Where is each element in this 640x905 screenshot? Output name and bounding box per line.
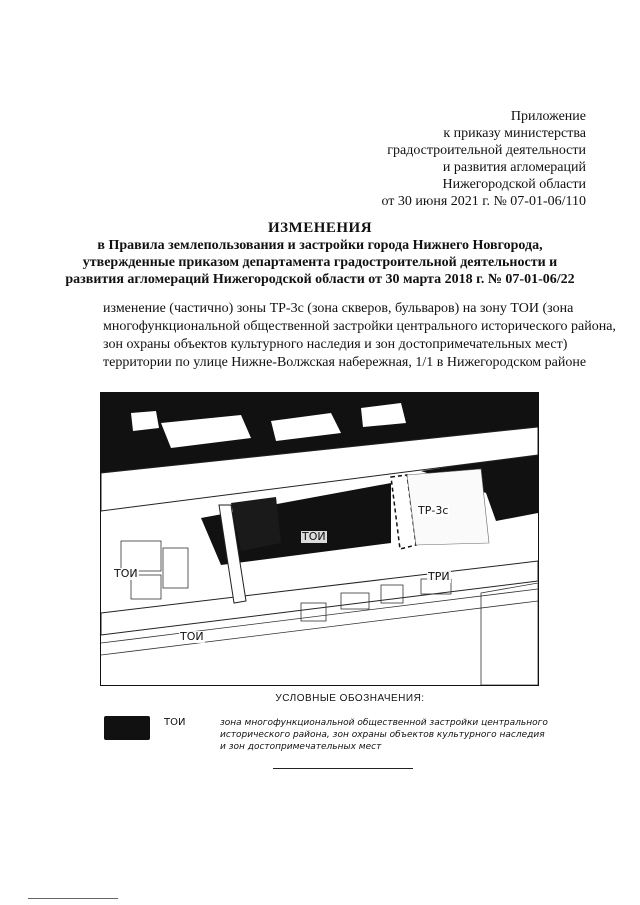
body-line: территории по улице Нижне-Волжская набережная, 1/1 в Нижегородском районе [103, 355, 587, 370]
legend-desc-line: зона многофункциональной общественной застройки центрального [220, 718, 548, 728]
legend-description [220, 717, 560, 753]
map-label-toi-bottom: ТОИ [180, 630, 204, 643]
appendix-line: градостроительной деятельности [387, 143, 586, 158]
body-line: изменение (частично) зоны ТР-3с (зона скверов, бульваров) на зону ТОИ (зона [103, 301, 574, 316]
zone-toi-left [101, 393, 113, 473]
zoning-map [100, 392, 539, 686]
appendix-line: от 30 июня 2021 г. № 07-01-06/110 [381, 194, 586, 209]
divider-rule [273, 768, 413, 769]
heading-line: развития агломераций Нижегородской области от 30 марта 2018 г. № 07-01-06/22 [65, 272, 575, 287]
road-lower [101, 561, 538, 635]
map-patch [131, 411, 159, 431]
map-label-toi-main: ТОИ [302, 530, 326, 543]
appendix-block [286, 108, 586, 210]
change-description [103, 300, 616, 372]
document-title: ИЗМЕНЕНИЯ [267, 220, 373, 236]
appendix-line: Приложение [510, 109, 586, 124]
heading-line: в Правила землепользования и застройки города Нижнего Новгорода, [97, 238, 543, 253]
body-line: многофункциональной общественной застройки центрального исторического района, [103, 319, 616, 334]
body-line: зон охраны объектов культурного наследия и зон достопримечательных мест) [103, 337, 568, 352]
heading-line: утвержденные приказом департамента градостроительной деятельности и [82, 255, 558, 270]
map-label-tr3s: ТР-3с [418, 504, 449, 517]
appendix-line: Нижегородской области [442, 177, 586, 192]
document-heading [40, 220, 600, 288]
legend-code: ТОИ [164, 717, 186, 728]
map-label-toi-left: ТОИ [114, 567, 138, 580]
legend-title: УСЛОВНЫЕ ОБОЗНАЧЕНИЯ: [275, 693, 425, 704]
map-label-tri: ТРИ [428, 570, 450, 583]
appendix-line: к приказу министерства [443, 126, 586, 141]
appendix-line: и развития агломераций [442, 160, 586, 175]
legend-swatch-toi [104, 716, 150, 740]
legend-desc-line: и зон достопримечательных мест [220, 742, 382, 752]
corner-divider [28, 898, 118, 899]
legend-desc-line: исторического района, зон охраны объектов культурного наследия [220, 730, 545, 740]
